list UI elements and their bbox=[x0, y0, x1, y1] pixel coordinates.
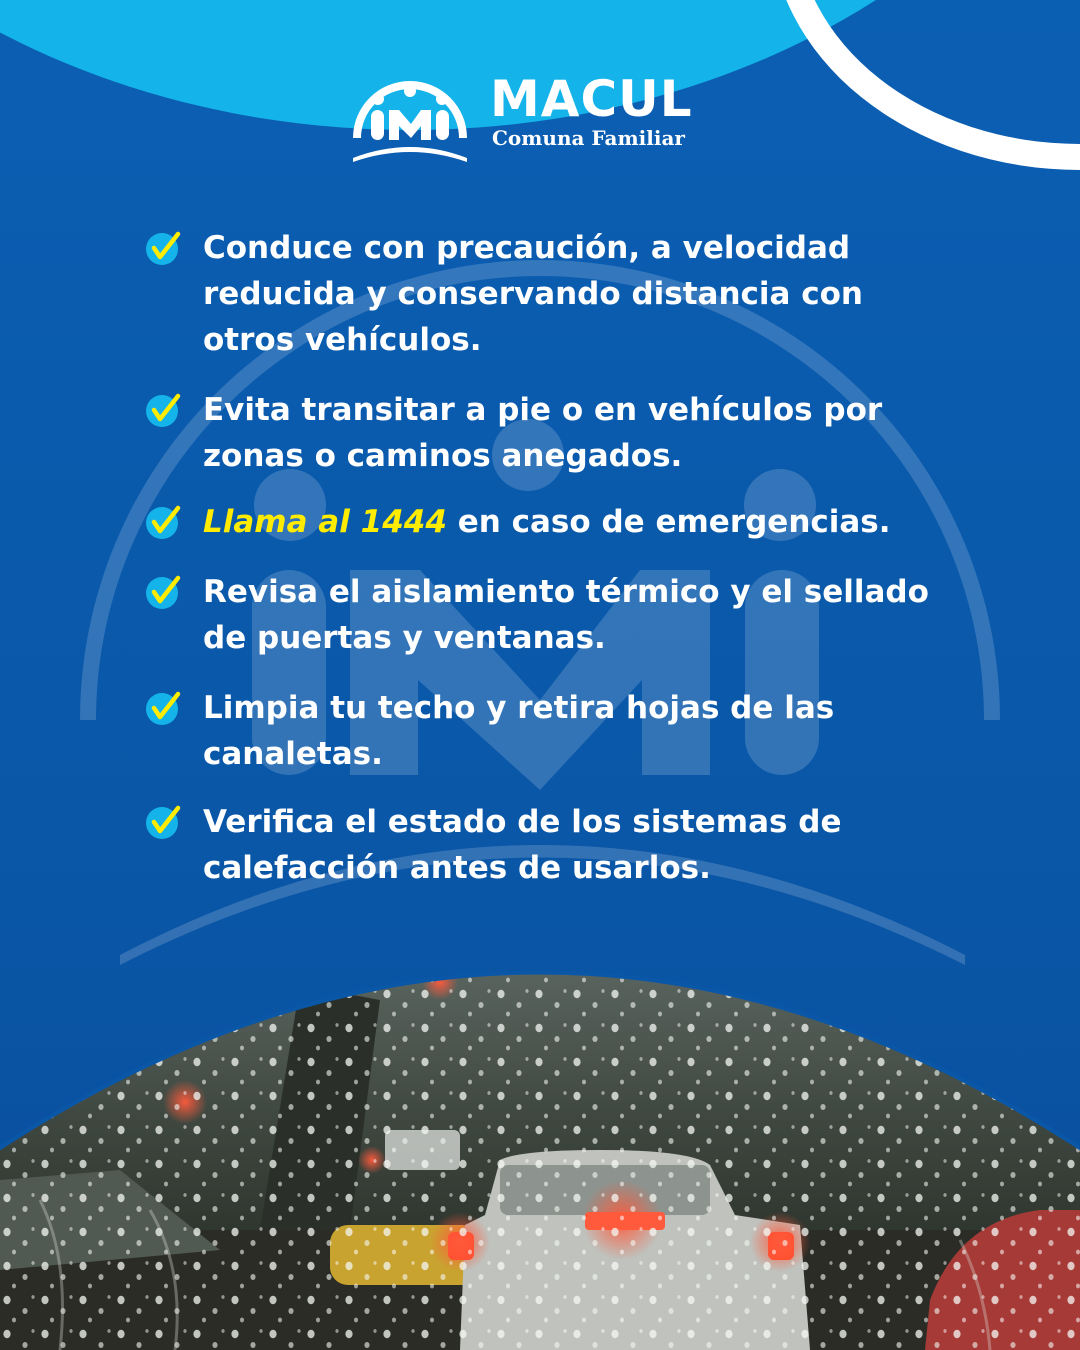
tip-text: Limpia tu techo y retira hojas de las canaletas. bbox=[203, 690, 835, 772]
tip-item bbox=[145, 569, 945, 685]
brand-name: MACUL bbox=[490, 70, 693, 128]
emergency-number-highlight: Llama al 1444 bbox=[203, 504, 447, 540]
macul-family-logo-icon bbox=[345, 66, 475, 166]
tip-item bbox=[145, 685, 945, 799]
tip-item bbox=[145, 387, 945, 499]
checkmark-circle-icon bbox=[145, 390, 185, 430]
tip-text: Verifica el estado de los sistemas de calefacción antes de usarlos. bbox=[203, 804, 842, 886]
checkmark-circle-icon bbox=[145, 688, 185, 728]
tip-text: Revisa el aislamiento térmico y el sellado de puertas y ventanas. bbox=[203, 574, 929, 656]
tip-text-rest: en caso de emergencias. bbox=[446, 504, 891, 540]
tip-text bbox=[203, 499, 945, 545]
tip-text: Evita transitar a pie o en vehículos por zonas o caminos anegados. bbox=[203, 392, 883, 474]
checkmark-circle-icon bbox=[145, 228, 185, 268]
tip-text: Conduce con precaución, a velocidad reducida y conservando distancia con otros vehículos. bbox=[203, 230, 863, 358]
tip-item bbox=[145, 799, 945, 899]
brand-header bbox=[345, 66, 705, 166]
safety-tips-list bbox=[145, 225, 945, 899]
checkmark-circle-icon bbox=[145, 502, 185, 542]
brand-tagline: Comuna Familiar bbox=[492, 126, 685, 150]
checkmark-circle-icon bbox=[145, 572, 185, 612]
tip-item bbox=[145, 225, 945, 387]
tip-item-emergency bbox=[145, 499, 945, 569]
checkmark-circle-icon bbox=[145, 802, 185, 842]
